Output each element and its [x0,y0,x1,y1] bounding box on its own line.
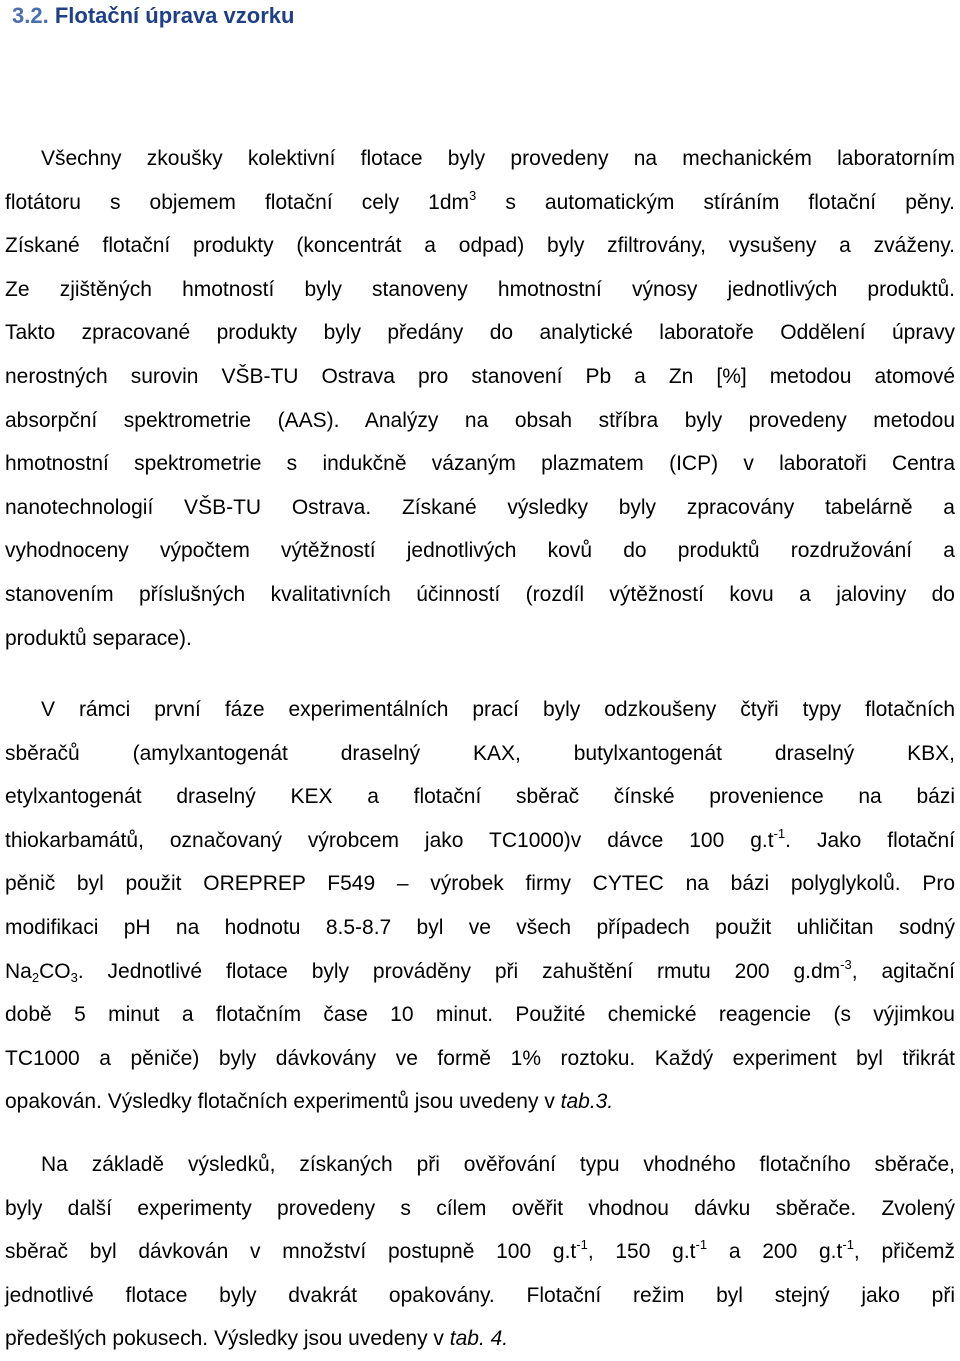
text-line: Takto zpracované produkty byly předány do analytické laboratoře Oddělení úpravy [5,321,955,345]
text-line: absorpční spektrometrie (AAS). Analýzy na obsah stříbra byly provedeny metodou [5,408,955,432]
text-line [5,1080,955,1124]
text-line: Všechny zkoušky kolektivní flotace byly provedeny na mechanickém laboratorním [41,147,955,170]
text-span: , 150 g.t [587,1240,696,1264]
text-span: s automatickým stíráním flotační pěny. [476,190,956,214]
text-span: , přičemž [853,1240,956,1264]
text-line: době 5 minut a flotačním čase 10 minut. Použité chemické reagencie (s výjimkou [5,1003,955,1027]
text-line: nanotechnologií VŠB-TU Ostrava. Získané výsledky byly zpracovány tabelárně a [5,495,955,519]
superscript: -1 [695,1237,708,1253]
text-line: jednotlivé flotace byly dvakrát opakovány. Flotační režim byl stejný jako při [5,1283,955,1307]
section-title: Flotační úprava vzorku [54,3,295,28]
text-line [5,819,955,863]
superscript: -1 [842,1237,854,1253]
text-line: V rámci první fáze experimentálních prací byly odzkoušeny čtyři typy flotačních [41,698,955,721]
paragraph-collectors [5,688,955,1124]
text-line [5,1230,955,1274]
text-line: nerostných surovin VŠB-TU Ostrava pro stanovení Pb a Zn [%] metodou atomové [5,364,955,388]
text-line: Získané flotační produkty (koncentrát a odpad) byly zfiltrovány, vysušeny a zváženy. [5,234,955,258]
text-line: modifikaci pH na hodnotu 8.5-8.7 byl ve všech případech použit uhličitan sodný [5,915,955,939]
text-span: opakován. Výsledky flotačních experimentů jsou uvedeny v [5,1090,561,1114]
text-span: a 200 g.t [707,1240,843,1264]
superscript: -3 [840,956,852,972]
section-number: 3.2. [12,3,49,28]
text-line: byly další experimenty provedeny s cílem ověřit vhodnou dávku sběrače. Zvolený [5,1196,955,1220]
text-line [5,950,955,994]
text-line: stanovením příslušných kvalitativních účinností (rozdíl výtěžností kovu a jaloviny do [5,582,955,606]
text-span: CO [39,959,71,983]
text-span: předešlých pokusech. Výsledky jsou uvedeny v [5,1327,450,1351]
text-span: thiokarbamátů, označovaný výrobcem jako TC1000)v dávce 100 g.t [5,828,774,852]
text-line [5,181,955,225]
subscript: 3 [70,969,78,985]
text-line: vyhodnoceny výpočtem výtěžností jednotlivých kovů do produktů rozdružování a [5,539,955,563]
text-line: sběračů (amylxantogenát draselný KAX, butylxantogenát draselný KBX, [5,741,955,765]
text-line: TC1000 a pěniče) byly dávkovány ve formě 1% roztoku. Každý experiment byl třikrát [5,1046,955,1070]
text-span: . Jednotlivé flotace byly prováděny při zahuštění rmutu 200 g.dm [77,959,841,983]
table-reference: tab.3. [560,1090,614,1114]
text-line: Na základě výsledků, získaných při ověřování typu vhodného flotačního sběrače, [41,1153,955,1176]
table-reference: tab. 4. [449,1327,509,1351]
paragraph-dosage [5,1143,955,1361]
superscript: -1 [773,825,786,841]
superscript: 3 [469,187,477,203]
text-line: pěnič byl použit OREPREP F549 – výrobek firmy CYTEC na bázi polyglykolů. Pro [5,872,955,896]
text-line [5,1317,955,1361]
section-heading [12,2,294,30]
text-span: . Jako flotační [785,828,955,852]
text-line: etylxantogenát draselný KEX a flotační sběrač čínské provenience na bázi [5,785,955,809]
text-span: , agitační [851,959,955,983]
text-span: Na [5,959,32,983]
subscript: 2 [31,969,40,985]
paragraph-methods [5,137,955,660]
text-line: hmotnostní spektrometrie s indukčně vázaným plazmatem (ICP) v laboratoři Centra [5,452,955,476]
text-span: sběrač byl dávkován v množství postupně 100 g.t [5,1240,577,1264]
text-line: Ze zjištěných hmotností byly stanoveny hmotnostní výnosy jednotlivých produktů. [5,277,955,301]
superscript: -1 [576,1237,588,1253]
text-span: flotátoru s objemem flotační cely 1dm [5,190,470,214]
text-line: produktů separace). [5,626,192,650]
